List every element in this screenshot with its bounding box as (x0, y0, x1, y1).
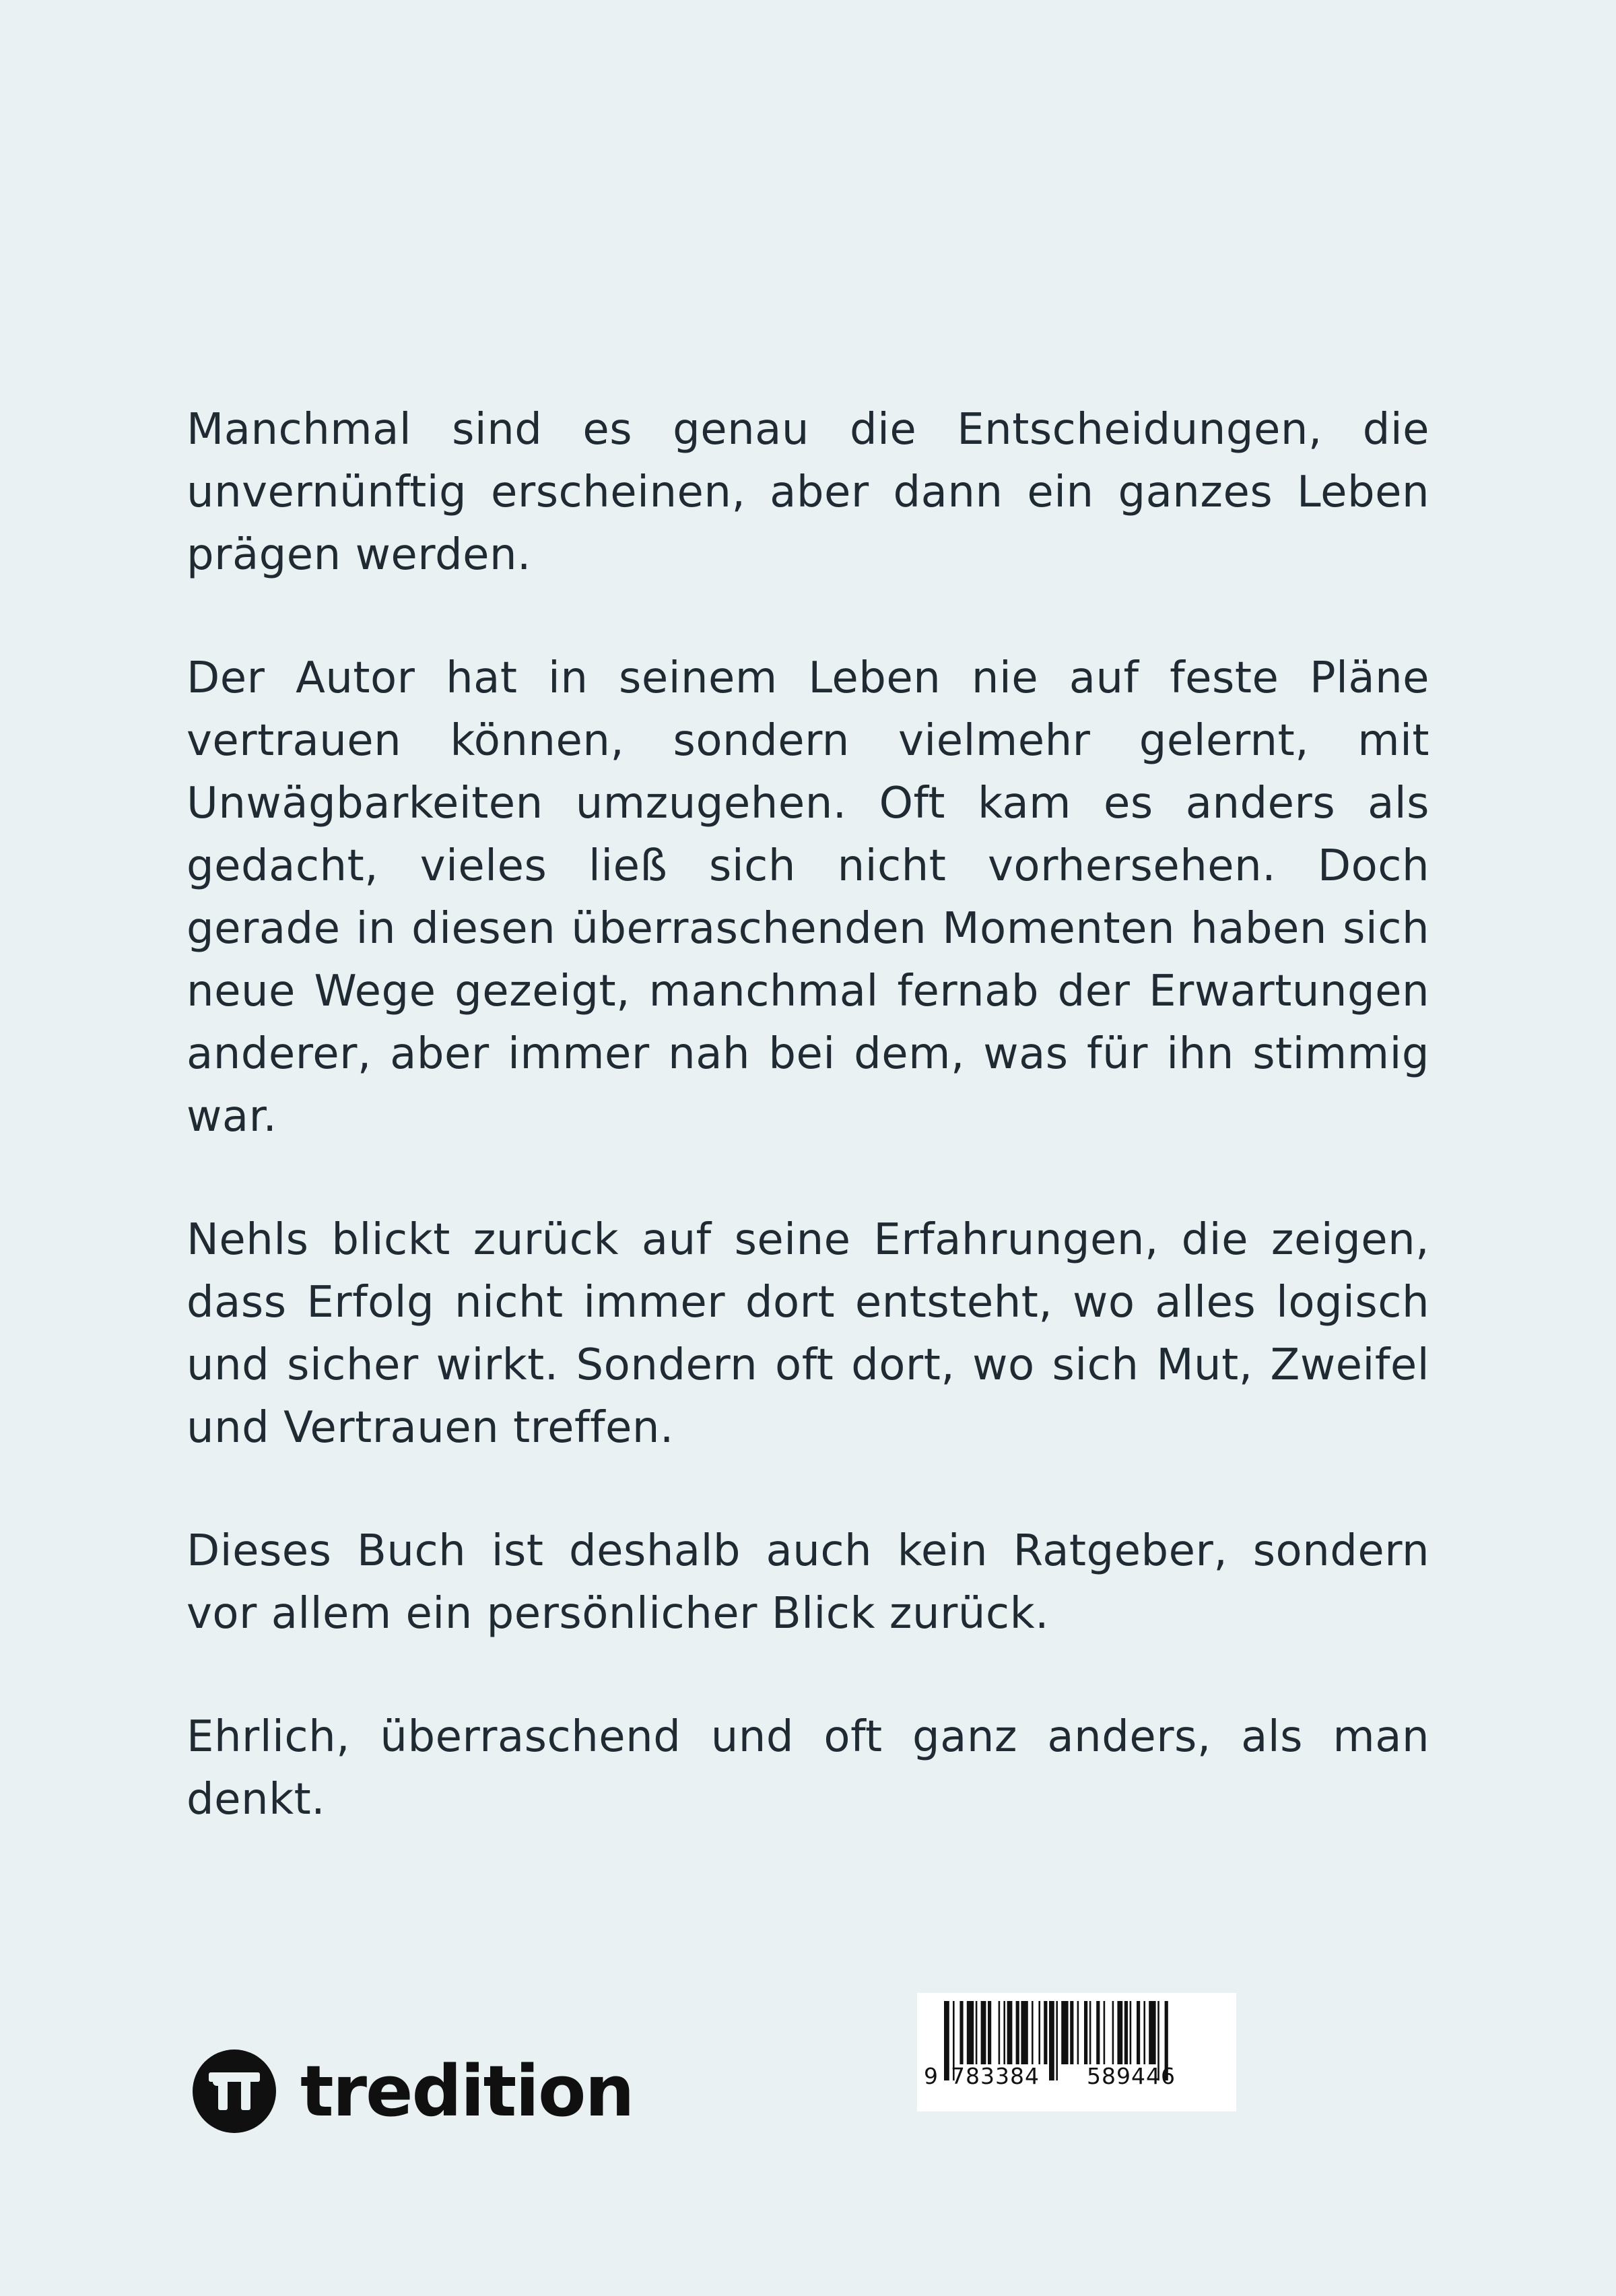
isbn-barcode (917, 1993, 1236, 2111)
blurb-paragraph-2: Der Autor hat in seinem Leben nie auf feste Pläne vertrauen können, sondern vielmehr gelernt, mit Unwägbarkeiten umzugehen. Oft kam es anders als gedacht, vieles ließ sich nicht vorhersehen. Doch gerade in diesen überraschenden Momenten haben sich neue Wege gezeigt, manchmal fernab der Erwartungen anderer, aber immer nah bei dem, was für ihn stimmig war. (187, 653, 1429, 1142)
blurb-paragraph-5: Ehrlich, überraschend und oft ganz anders, als man denkt. (187, 1712, 1429, 1825)
blurb-text (187, 399, 1429, 1831)
barcode-prefix-digit: 9 (924, 2063, 939, 2089)
blurb-paragraph-3: Nehls blickt zurück auf seine Erfahrungen, die zeigen, dass Erfolg nicht immer dort entsteht, wo alles logisch und sicher wirkt. Sondern oft dort, wo sich Mut, Zweifel und Vertrauen treffen. (187, 1215, 1429, 1453)
barcode-bars (917, 1993, 1236, 2111)
barcode-left-group: 783384 (951, 2063, 1040, 2089)
publisher-name: tredition (300, 2050, 634, 2132)
tredition-logo-icon (193, 2049, 276, 2133)
publisher-logo (193, 2047, 633, 2135)
blurb-paragraph-1: Manchmal sind es genau die Entscheidungen, die unvernünftig erscheinen, aber dann ein ganzes Leben prägen werden. (187, 405, 1429, 580)
blurb-paragraph-4: Dieses Buch ist deshalb auch kein Ratgeber, sondern vor allem ein persönlicher Blick zurück. (187, 1526, 1429, 1639)
barcode-right-group: 589446 (1087, 2063, 1176, 2089)
